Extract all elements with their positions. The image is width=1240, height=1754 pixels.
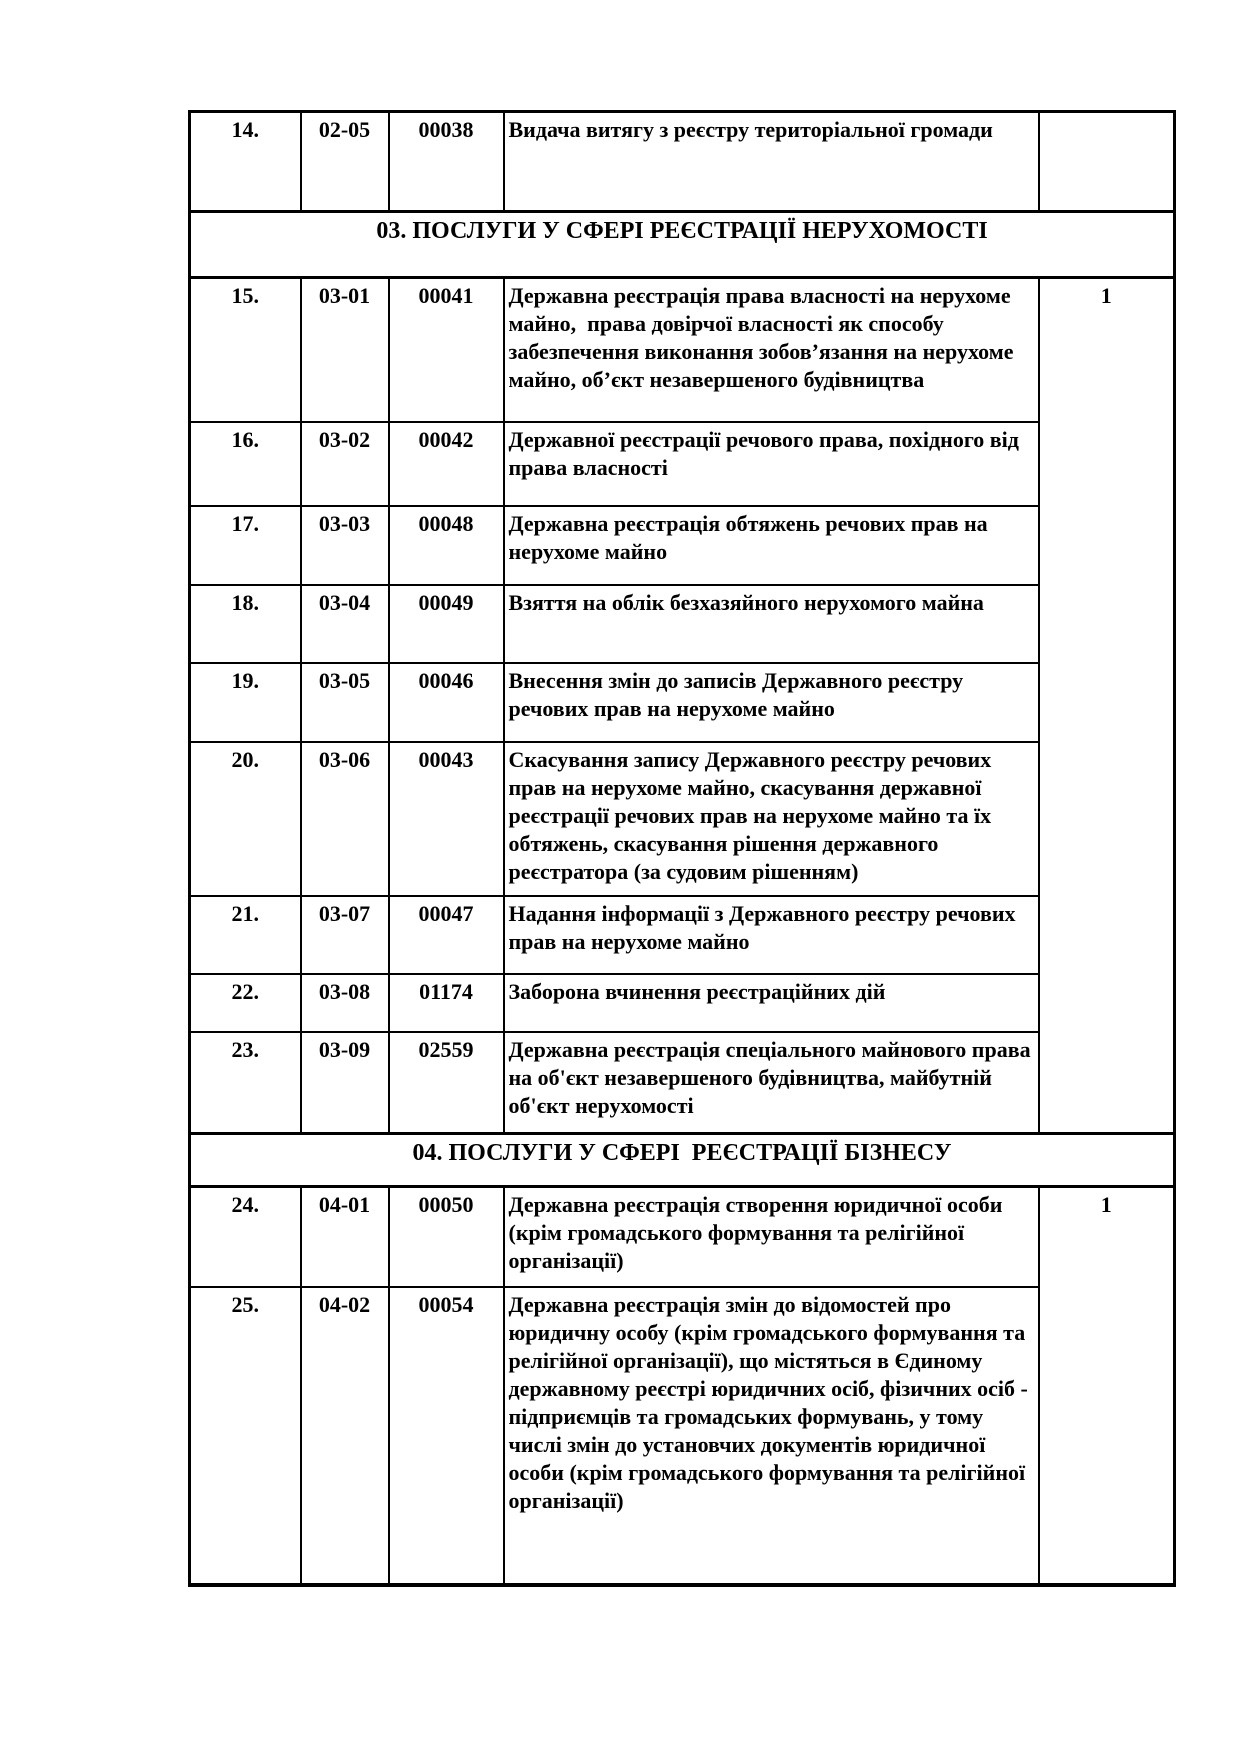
- group-code: 02-05: [301, 112, 389, 212]
- service-description: Державна реєстрація змін до відомостей про юридичну особу (крім громадського формування та релігійної організації), що містяться в Єдиному державному реєстрі юридичних осіб, фізичних осіб - підприємців та громадських формувань, у тому числі змін до установчих документів юридичної особи (крім громадського формування та релігійної організації): [504, 1287, 1039, 1585]
- service-code: 00038: [389, 112, 504, 212]
- row-19: [190, 663, 1175, 742]
- row-20: [190, 742, 1175, 896]
- group-code: 04-01: [301, 1187, 389, 1287]
- service-code: 00050: [389, 1187, 504, 1287]
- row-18: [190, 585, 1175, 663]
- service-description: Заборона вчинення реєстраційних дій: [504, 974, 1039, 1032]
- row-16: [190, 422, 1175, 506]
- service-code: 00043: [389, 742, 504, 896]
- group-code: 03-09: [301, 1032, 389, 1134]
- service-description: Державна реєстрація права власності на нерухоме майно, права довірчої власності як способу забезпечення виконання зобов’язання на нерухоме майно, об’єкт незавершеного будівництва: [504, 278, 1039, 422]
- row-number: 19.: [190, 663, 301, 742]
- row-number: 18.: [190, 585, 301, 663]
- service-description: Державної реєстрації речового права, похідного від права власності: [504, 422, 1039, 506]
- row-21: [190, 896, 1175, 974]
- group-code: 03-03: [301, 506, 389, 585]
- section-count-cell: 1: [1039, 1187, 1175, 1585]
- section-title: 03. ПОСЛУГИ У СФЕРІ РЕЄСТРАЦІЇ НЕРУХОМОСТІ: [190, 212, 1175, 278]
- row-number: 16.: [190, 422, 301, 506]
- row-23: [190, 1032, 1175, 1134]
- group-code: 03-01: [301, 278, 389, 422]
- row-number: 23.: [190, 1032, 301, 1134]
- service-description: Видача витягу з реєстру територіальної громади: [504, 112, 1039, 212]
- row-number: 14.: [190, 112, 301, 212]
- section-title: 04. ПОСЛУГИ У СФЕРІ РЕЄСТРАЦІЇ БІЗНЕСУ: [190, 1134, 1175, 1187]
- service-description: Державна реєстрація обтяжень речових прав на нерухоме майно: [504, 506, 1039, 585]
- group-code: 03-05: [301, 663, 389, 742]
- row-number: 15.: [190, 278, 301, 422]
- service-code: 02559: [389, 1032, 504, 1134]
- row-number: 25.: [190, 1287, 301, 1585]
- group-code: 03-08: [301, 974, 389, 1032]
- service-description: Державна реєстрація створення юридичної особи (крім громадського формування та релігійної організації): [504, 1187, 1039, 1287]
- section-count-cell: 1: [1039, 278, 1175, 1134]
- row-15: [190, 278, 1175, 422]
- row-number: 17.: [190, 506, 301, 585]
- group-code: 03-04: [301, 585, 389, 663]
- section-header-03: [190, 212, 1175, 278]
- service-code: 00047: [389, 896, 504, 974]
- count-cell: [1039, 112, 1175, 212]
- row-14: [190, 112, 1175, 212]
- group-code: 04-02: [301, 1287, 389, 1585]
- section-header-04: [190, 1134, 1175, 1187]
- service-description: Надання інформації з Державного реєстру речових прав на нерухоме майно: [504, 896, 1039, 974]
- service-description: Скасування запису Державного реєстру речових прав на нерухоме майно, скасування державної реєстрації речових прав на нерухоме майно та їх обтяжень, скасування рішення державного реєстратора (за судовим рішенням): [504, 742, 1039, 896]
- row-number: 20.: [190, 742, 301, 896]
- group-code: 03-02: [301, 422, 389, 506]
- service-description: Взяття на облік безхазяйного нерухомого майна: [504, 585, 1039, 663]
- service-description: Державна реєстрація спеціального майнового права на об'єкт незавершеного будівництва, майбутній об'єкт нерухомості: [504, 1032, 1039, 1134]
- service-code: 01174: [389, 974, 504, 1032]
- row-number: 21.: [190, 896, 301, 974]
- row-22: [190, 974, 1175, 1032]
- service-code: 00048: [389, 506, 504, 585]
- row-24: [190, 1187, 1175, 1287]
- service-code: 00046: [389, 663, 504, 742]
- row-17: [190, 506, 1175, 585]
- service-code: 00041: [389, 278, 504, 422]
- service-code: 00054: [389, 1287, 504, 1585]
- service-code: 00042: [389, 422, 504, 506]
- group-code: 03-07: [301, 896, 389, 974]
- services-table: [188, 110, 1176, 1587]
- group-code: 03-06: [301, 742, 389, 896]
- service-code: 00049: [389, 585, 504, 663]
- service-description: Внесення змін до записів Державного реєстру речових прав на нерухоме майно: [504, 663, 1039, 742]
- row-number: 22.: [190, 974, 301, 1032]
- row-25: [190, 1287, 1175, 1585]
- row-number: 24.: [190, 1187, 301, 1287]
